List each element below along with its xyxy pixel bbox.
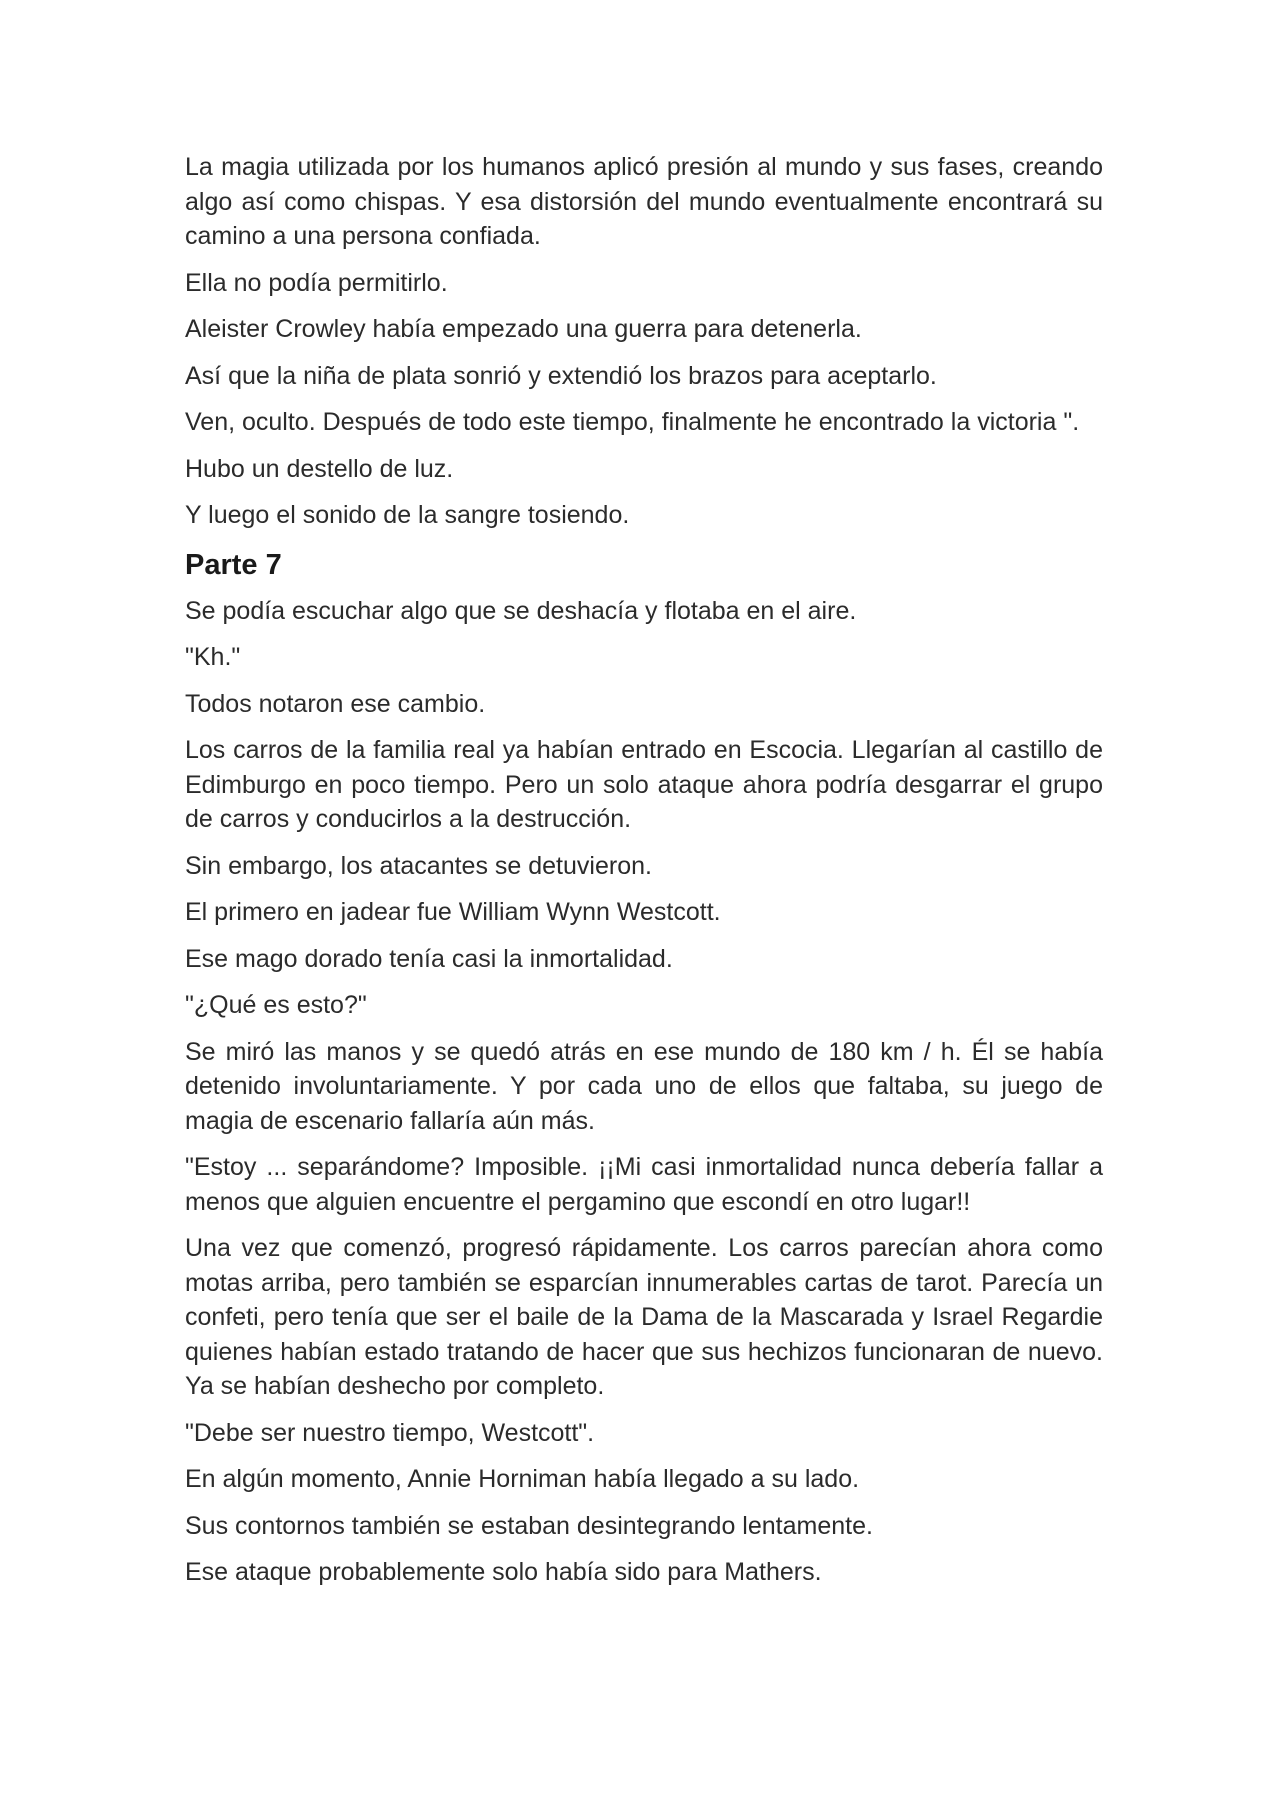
paragraph: En algún momento, Annie Horniman había llegado a su lado. [185,1465,860,1493]
paragraph: El primero en jadear fue William Wynn Westcott. [185,898,721,926]
paragraph: "Estoy ... separándome? Imposible. ¡¡Mi casi inmortalidad nunca debería fallar a menos que alguien encuentre el pergamino que escondí en otro lugar!! [185,1153,1103,1216]
document-body [185,150,1103,1602]
paragraph: "Kh." [185,643,241,671]
paragraph: Ese mago dorado tenía casi la inmortalidad. [185,944,673,973]
paragraph: Sus contornos también se estaban desintegrando lentamente. [185,1511,873,1540]
paragraph: Se podía escuchar algo que se deshacía y flotaba en el aire. [185,596,857,625]
paragraph: Aleister Crowley había empezado una guerra para detenerla. [185,315,862,343]
paragraph: Una vez que comenzó, progresó rápidamente. Los carros parecían ahora como motas arriba, pero también se esparcían innumerables cartas de tarot. Parecía un confeti, pero tenía que ser el baile de la Dama de la Mascarada y Israel Regardie quienes habían estado tratando de hacer que sus hechizos funcionaran de nuevo. Ya se habían deshecho por completo. [185,1234,1103,1400]
paragraph: Se miró las manos y se quedó atrás en ese mundo de 180 km / h. Él se había detenido involuntariamente. Y por cada uno de ellos que faltaba, su juego de magia de escenario fallaría aún más. [185,1037,1103,1135]
paragraph: Ella no podía permitirlo. [185,268,448,297]
paragraph: Ven, oculto. Después de todo este tiempo, finalmente he encontrado la victoria ". [185,408,1080,436]
paragraph: Sin embargo, los atacantes se detuvieron. [185,851,652,880]
paragraph: Los carros de la familia real ya habían entrado en Escocia. Llegarían al castillo de Edimburgo en poco tiempo. Pero un solo ataque ahora podría desgarrar el grupo de carros y conducirlos a la destrucción. [185,736,1103,833]
paragraph: La magia utilizada por los humanos aplicó presión al mundo y sus fases, creando algo así como chispas. Y esa distorsión del mundo eventualmente encontrará su camino a una persona confiada. [185,153,1103,250]
paragraph: Ese ataque probablemente solo había sido para Mathers. [185,1558,822,1586]
paragraph: "¿Qué es esto?" [185,991,367,1019]
paragraph: Hubo un destello de luz. [185,454,454,483]
section-heading: Parte 7 [185,548,282,581]
paragraph: Así que la niña de plata sonrió y extendió los brazos para aceptarlo. [185,361,937,390]
paragraph: "Debe ser nuestro tiempo, Westcott". [185,1418,595,1447]
paragraph: Todos notaron ese cambio. [185,689,486,718]
paragraph: Y luego el sonido de la sangre tosiendo. [185,501,630,529]
